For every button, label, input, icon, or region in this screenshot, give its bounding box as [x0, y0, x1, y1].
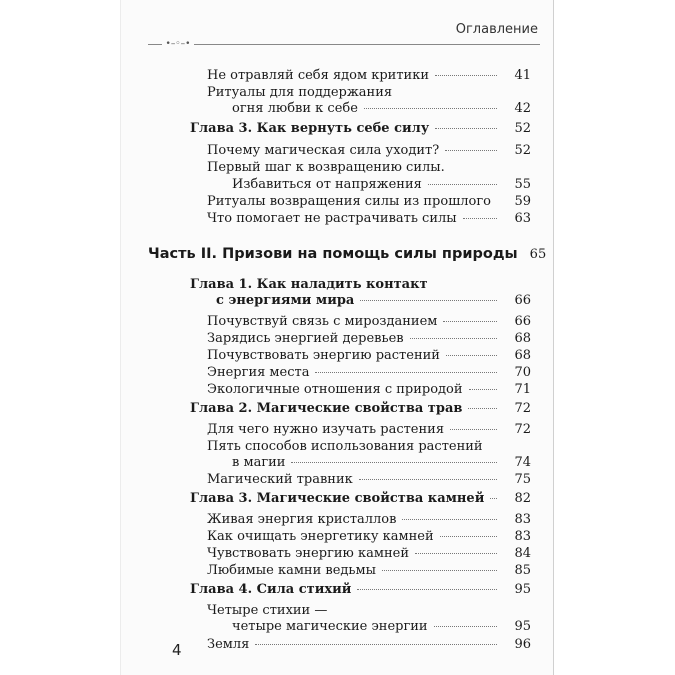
toc-entry-title: Чувствовать энергию камней [207, 546, 410, 561]
toc-entry-title: в магии [232, 455, 286, 470]
toc-entry-section [207, 528, 531, 546]
toc-entry-title: Глава 3. Как вернуть себе силу [190, 121, 430, 136]
toc-entry-title: Избавиться от напряжения [232, 177, 422, 192]
toc-page-number: 85 [514, 563, 531, 578]
toc-entry-title: Глава 3. Магические свойства камней [190, 491, 485, 506]
toc-leader [490, 498, 497, 499]
toc-page-number: 84 [514, 546, 531, 561]
toc-entry-section [207, 142, 531, 160]
toc-leader [359, 479, 497, 480]
toc-entry-title: Любимые камни ведьмы [207, 563, 376, 578]
toc-page-number: 72 [514, 422, 531, 437]
toc-page-number: 74 [514, 455, 531, 470]
header-ornament: •–◦–• [162, 38, 194, 50]
toc-entry-title: Как очищать энергетику камней [207, 529, 434, 544]
toc-leader [450, 429, 497, 430]
toc-page-number: 66 [514, 293, 531, 308]
toc-leader [468, 408, 497, 409]
toc-entry-title: Зарядись энергией деревьев [207, 331, 404, 346]
toc-entry-title: Магический травник [207, 472, 353, 487]
toc-page-number: 75 [514, 472, 531, 487]
toc-page-number: 95 [514, 619, 531, 634]
toc-leader [463, 218, 497, 219]
toc-entry-title: Четыре стихии — [207, 603, 328, 618]
toc-entry-title: Энергия места [207, 365, 310, 380]
toc-entry-title: Первый шаг к возвращению силы. [207, 160, 445, 175]
toc-leader [415, 553, 497, 554]
toc-leader [443, 321, 497, 322]
toc-entry-continuation [232, 100, 531, 118]
toc-entry-title: Не отравляй себя ядом критики [207, 68, 429, 83]
toc-leader [434, 626, 497, 627]
toc-entry-continuation [216, 292, 531, 310]
toc-entry-title: Ритуалы для поддержания [207, 85, 393, 100]
toc-leader [255, 644, 497, 645]
toc-entry-title: Экологичные отношения с природой [207, 382, 463, 397]
toc-entry-section [207, 159, 531, 177]
toc-entry-part [148, 245, 547, 263]
toc-entry-section [207, 347, 531, 365]
toc-leader [445, 150, 497, 151]
toc-page-number: 82 [514, 491, 531, 506]
toc-entry-chapter [190, 400, 531, 418]
toc-entry-section [207, 562, 531, 580]
toc-leader [469, 389, 497, 390]
toc-page-number: 66 [514, 314, 531, 329]
toc-entry-chapter [190, 490, 531, 508]
toc-entry-title: Что помогает не растрачивать силы [207, 211, 457, 226]
toc-leader [440, 536, 497, 537]
toc-page-number: 72 [514, 401, 531, 416]
toc-page-number: 68 [514, 348, 531, 363]
toc-entry-title: Земля [207, 637, 250, 652]
toc-entry-title: огня любви к себе [232, 101, 358, 116]
toc-page-number: 95 [514, 582, 531, 597]
toc-leader [435, 75, 497, 76]
toc-page-number: 65 [529, 247, 547, 262]
toc-page-number: 96 [514, 637, 531, 652]
toc-entry-title: Живая энергия кристаллов [207, 512, 397, 527]
toc-entry-section [207, 210, 531, 228]
toc-page-number: 55 [514, 177, 531, 192]
toc-entry-section [207, 381, 531, 399]
toc-entry-section [207, 511, 531, 529]
toc-entry-section [207, 636, 531, 654]
toc-page-number: 71 [514, 382, 531, 397]
toc-leader [428, 184, 497, 185]
toc-entry-section [207, 471, 531, 489]
toc-entry-title: Почувствуй связь с мирозданием [207, 314, 438, 329]
toc-entry-title: Ритуалы возвращения силы из прошлого [207, 194, 492, 209]
toc-leader [382, 570, 497, 571]
toc-page-number: 59 [514, 194, 531, 209]
toc-entry-section [207, 545, 531, 563]
toc-page-number: 70 [514, 365, 531, 380]
toc-leader [360, 300, 497, 301]
toc-entry-continuation [232, 618, 531, 636]
toc-leader [435, 128, 497, 129]
toc-leader [410, 338, 497, 339]
running-header: Оглавление [455, 22, 538, 37]
toc-entry-continuation [232, 176, 531, 194]
toc-leader [402, 519, 497, 520]
toc-page-number: 42 [514, 101, 531, 116]
toc-entry-title: Для чего нужно изучать растения [207, 422, 445, 437]
toc-page-number: 68 [514, 331, 531, 346]
toc-entry-chapter [190, 581, 531, 599]
toc-entry-section [207, 330, 531, 348]
toc-leader [315, 372, 497, 373]
toc-page-number: 52 [514, 121, 531, 136]
toc-page-number: 83 [514, 529, 531, 544]
toc-leader [291, 462, 497, 463]
toc-entry-title: Глава 2. Магические свойства трав [190, 401, 463, 416]
toc-entry-title: Почувствовать энергию растений [207, 348, 440, 363]
page-number: 4 [172, 641, 182, 659]
toc-entry-section [207, 421, 531, 439]
toc-leader [364, 108, 497, 109]
toc-page-number: 52 [514, 143, 531, 158]
toc-page-number: 83 [514, 512, 531, 527]
toc-entry-section [207, 364, 531, 382]
toc-entry-title: Часть II. Призови на помощь силы природы [148, 246, 518, 262]
toc-entry-section [207, 193, 531, 211]
toc-entry-title: Пять способов использования растений [207, 439, 483, 454]
toc-entry-section [207, 67, 531, 85]
toc-leader [446, 355, 497, 356]
toc-entry-title: с энергиями мира [216, 293, 355, 308]
toc-entry-chapter [190, 120, 531, 138]
toc-page-number: 41 [514, 68, 531, 83]
toc-entry-continuation [232, 454, 531, 472]
toc-entry-title: Глава 1. Как наладить контакт [190, 277, 428, 292]
toc-page-number: 63 [514, 211, 531, 226]
toc-entry-title: Почему магическая сила уходит? [207, 143, 440, 158]
toc-entry-section [207, 313, 531, 331]
toc-leader [357, 589, 497, 590]
toc-entry-title: Глава 4. Сила стихий [190, 582, 352, 597]
toc-entry-title: четыре магические энергии [232, 619, 428, 634]
